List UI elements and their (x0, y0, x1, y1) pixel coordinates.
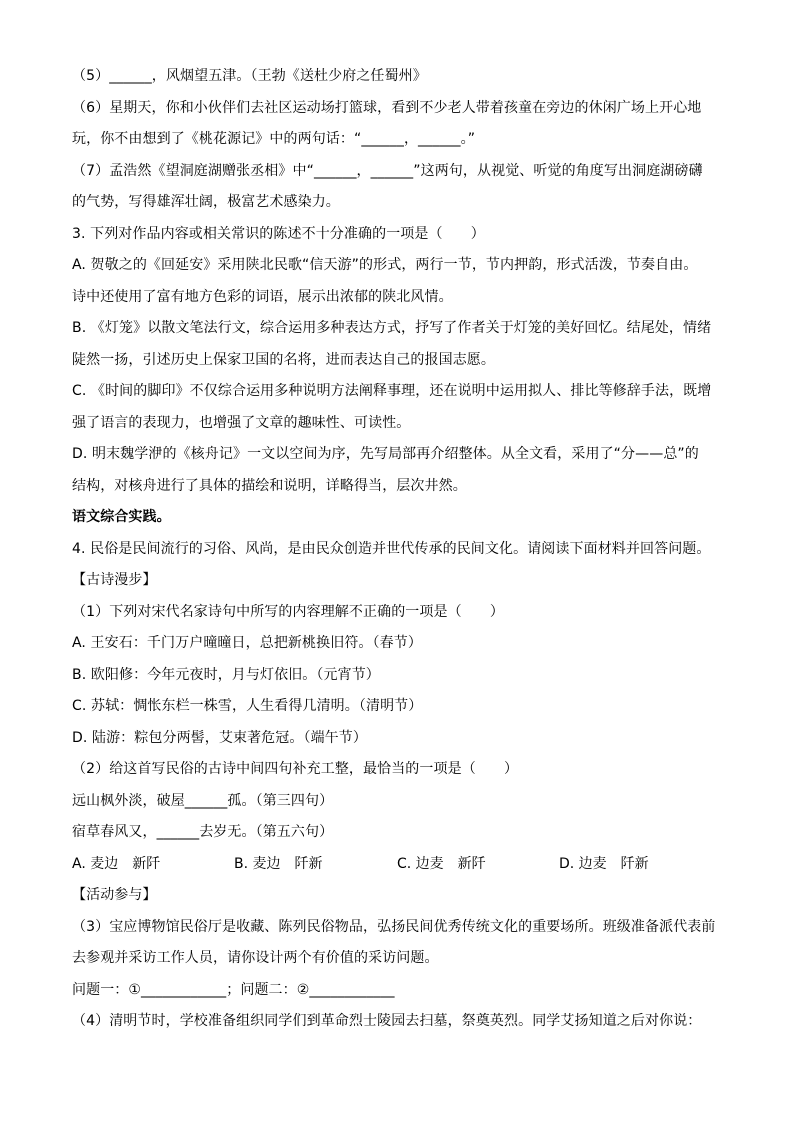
q2-item-5: （5）______，风烟望五津。（王勃《送杜少府之任蜀州》 (72, 68, 427, 84)
q4-2-option-a: A. 麦边 新阡 (72, 856, 161, 872)
q4-1-option-d: D. 陆游：粽包分两髻，艾束著危冠。（端午节） (72, 730, 367, 746)
q2-item-7: （7）孟浩然《望洞庭湖赠张丞相》中“______，______”这两句，从视觉、听觉的角度写出洞庭湖磅礴 (72, 163, 703, 179)
q2-item-7-cont: 的气势，写得雄浑壮阔，极富艺术感染力。 (72, 194, 340, 210)
q4-1-option-c: C. 苏轼：惆怅东栏一株雪，人生看得几清明。（清明节） (72, 698, 423, 714)
q3-option-a: A. 贺敬之的《回延安》采用陕北民歌“信天游”的形式，两行一节，节内押韵，形式活泼，节奏自由。 (72, 257, 698, 273)
subsection-activity: 【活动参与】 (72, 887, 157, 903)
q4-2-option-b: B. 麦边 阡新 (234, 856, 323, 872)
q3-option-d-cont: 结构，对核舟进行了具体的描绘和说明，详略得当，层次井然。 (72, 478, 467, 494)
q3-option-c-cont: 强了语言的表现力，也增强了文章的趣味性、可读性。 (72, 415, 411, 431)
q2-item-6-cont: 玩，你不由想到了《桃花源记》中的两句话：“______，______。” (72, 131, 476, 147)
q3-option-c: C. 《时间的脚印》不仅综合运用多种说明方法阐释事理，还在说明中运用拟人、排比等修辞手法，既增 (72, 383, 712, 399)
q4-2-option-c: C. 边麦 新阡 (397, 856, 486, 872)
q4-stem: 4. 民俗是民间流行的习俗、风尚，是由民众创造并世代传承的民间文化。请阅读下面材料并回答问题。 (72, 541, 711, 557)
subsection-ancient-poetry: 【古诗漫步】 (72, 572, 157, 588)
q3-option-b: B. 《灯笼》以散文笔法行文，综合运用多种表达方式，抒写了作者关于灯笼的美好回忆。结尾处，情绪 (72, 320, 712, 336)
q4-3-answer-blanks: 问题一：①____________；问题二：②____________ (72, 982, 395, 998)
q4-3-stem-cont: 去参观并采访工作人员，请你设计两个有价值的采访问题。 (72, 950, 439, 966)
q4-2-options (72, 854, 724, 874)
poem-line-5-6: 宿草春风又，______去岁无。（第五六句） (72, 824, 334, 840)
q4-1-stem: （1）下列对宋代名家诗句中所写的内容理解不正确的一项是（ ） (72, 604, 505, 620)
section-heading: 语文综合实践。 (72, 509, 171, 525)
q4-2-stem: （2）给这首写民俗的古诗中间四句补充工整，最恰当的一项是（ ） (72, 761, 519, 777)
q2-item-6: （6）星期天，你和小伙伴们去社区运动场打篮球，看到不少老人带着孩童在旁边的休闲广场上开心地 (72, 100, 702, 116)
q4-3-stem: （3）宝应博物馆民俗厅是收藏、陈列民俗物品，弘扬民间优秀传统文化的重要场所。班级准备派代表前 (72, 919, 716, 935)
q3-option-d: D. 明末魏学洢的《核舟记》一文以空间为序，先写局部再介绍整体。从全文看，采用了“分——总”的 (72, 446, 699, 462)
q4-1-option-b: B. 欧阳修：今年元夜时，月与灯依旧。（元宵节） (72, 667, 380, 683)
q4-2-option-d: D. 边麦 阡新 (559, 856, 649, 872)
q4-1-option-a: A. 王安石：千门万户曈曈日，总把新桃换旧符。（春节） (72, 635, 422, 651)
q3-stem: 3. 下列对作品内容或相关常识的陈述不十分准确的一项是（ ） (72, 226, 485, 242)
poem-line-3-4: 远山枫外淡，破屋______孤。（第三四句） (72, 793, 334, 809)
q3-option-a-cont: 诗中还使用了富有地方色彩的词语，展示出浓郁的陕北风情。 (72, 289, 453, 305)
q3-option-b-cont: 陡然一扬，引述历史上保家卫国的名将，进而表达自己的报国志愿。 (72, 352, 495, 368)
q4-4-stem: （4）清明节时，学校准备组织同学们到革命烈士陵园去扫墓，祭奠英烈。同学艾扬知道之后对你说： (72, 1013, 702, 1029)
